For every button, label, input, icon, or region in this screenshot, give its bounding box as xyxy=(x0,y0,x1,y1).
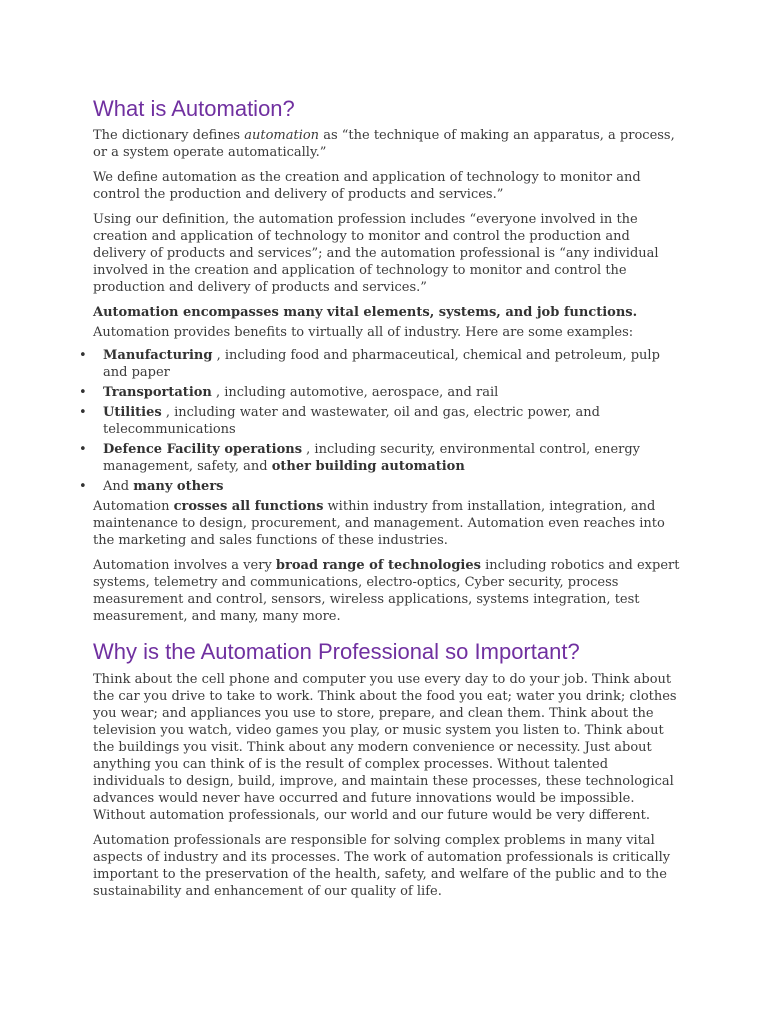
p7-bold: broad range of technologies xyxy=(275,558,481,573)
p6-text-a: Automation xyxy=(93,499,174,514)
heading-what-is-automation: What is Automation? xyxy=(93,96,295,121)
bullet-icon: • xyxy=(79,348,87,363)
list-item-text: , including automotive, aerospace, and rail xyxy=(211,385,499,400)
list-item-text: , including security, environmental control, energy management, safety, and xyxy=(103,442,641,474)
bullet-icon: • xyxy=(79,479,87,494)
paragraph-responsibilities: Automation professionals are responsible for solving complex problems in many vital aspects of industry and its processes. The work of automation professionals is critically important to the preservation of the health, safety, and welfare of the public and to the sustainability and enhancement of our quality of life. xyxy=(93,833,671,899)
list-item-many-others xyxy=(79,478,683,495)
p6-bold: crosses all functions xyxy=(173,499,324,514)
list-item-text: , including food and pharmaceutical, chemical and petroleum, pulp and paper xyxy=(103,348,660,380)
list-item-text: , including water and wastewater, oil and gas, electric power, and telecommunications xyxy=(103,405,600,437)
list-item-defence xyxy=(79,441,683,475)
document-page xyxy=(79,96,683,908)
paragraph-dictionary-definition xyxy=(93,127,683,161)
p1-text-b: as “the technique of making an apparatus, a process, or a system operate automatically.” xyxy=(93,128,675,160)
p1-emphasis: automation xyxy=(244,128,320,143)
list-item-bold: many others xyxy=(133,479,224,494)
list-item-bold-2: other building automation xyxy=(271,459,465,474)
list-item-manufacturing xyxy=(79,347,683,381)
p6-text-b: within industry from installation, integration, and maintenance to design, procurement, and management. Automation even reaches into the marketing and sales functions of these industries. xyxy=(93,499,665,548)
list-item-bold: Defence Facility operations xyxy=(103,442,303,457)
list-item-utilities xyxy=(79,404,683,438)
list-item-transportation xyxy=(79,384,683,401)
paragraph-our-definition: We define automation as the creation and application of technology to monitor and control the production and delivery of products and services.” xyxy=(93,170,641,202)
paragraph-encompasses xyxy=(93,304,683,321)
p7-text-b: including robotics and expert systems, telemetry and communications, electro-optics, Cyber security, process measurement and control, sensors, wireless applications, systems integration, test measurement, and many, many more. xyxy=(93,558,680,624)
bullet-icon: • xyxy=(79,442,87,457)
p7-text-a: Automation involves a very xyxy=(93,558,276,573)
p4-bold: Automation encompasses many vital elements, systems, and job functions. xyxy=(93,305,638,320)
list-item-bold: Utilities xyxy=(103,405,162,420)
bullet-icon: • xyxy=(79,385,87,400)
list-item-bold: Manufacturing xyxy=(103,348,213,363)
paragraph-technologies xyxy=(93,557,683,625)
paragraph-crosses-functions xyxy=(93,498,683,549)
paragraph-think-about: Think about the cell phone and computer you use every day to do your job. Think about the car you drive to take to work. Think about the food you eat; water you drink; clothes you wear; and appliances you use to store, prepare, and clean them. Think about the television you watch, video games you play, or music system you listen to. Think about the buildings you visit. Think about any modern convenience or necessity. Just about anything you can think of is the result of complex processes. Without talented individuals to design, build, improve, and maintain these processes, these technological advances would never have occurred and future innovations would be impossible. Without automation professionals, our world and our future would be very different. xyxy=(93,672,677,823)
paragraph-benefits: Automation provides benefits to virtually all of industry. Here are some examples: xyxy=(93,325,634,340)
list-item-bold: Transportation xyxy=(103,385,212,400)
examples-list xyxy=(79,347,683,495)
heading-why-important: Why is the Automation Professional so Important? xyxy=(93,639,580,664)
paragraph-profession-definition: Using our definition, the automation profession includes “everyone involved in the creation and application of technology to monitor and control the production and delivery of products and services”; and the automation professional is “any individual involved in the creation and application of technology to monitor and control the production and delivery of products and services.” xyxy=(93,212,659,295)
p1-text-a: The dictionary defines xyxy=(93,128,245,143)
bullet-icon: • xyxy=(79,405,87,420)
list-item-pre: And xyxy=(103,479,134,494)
